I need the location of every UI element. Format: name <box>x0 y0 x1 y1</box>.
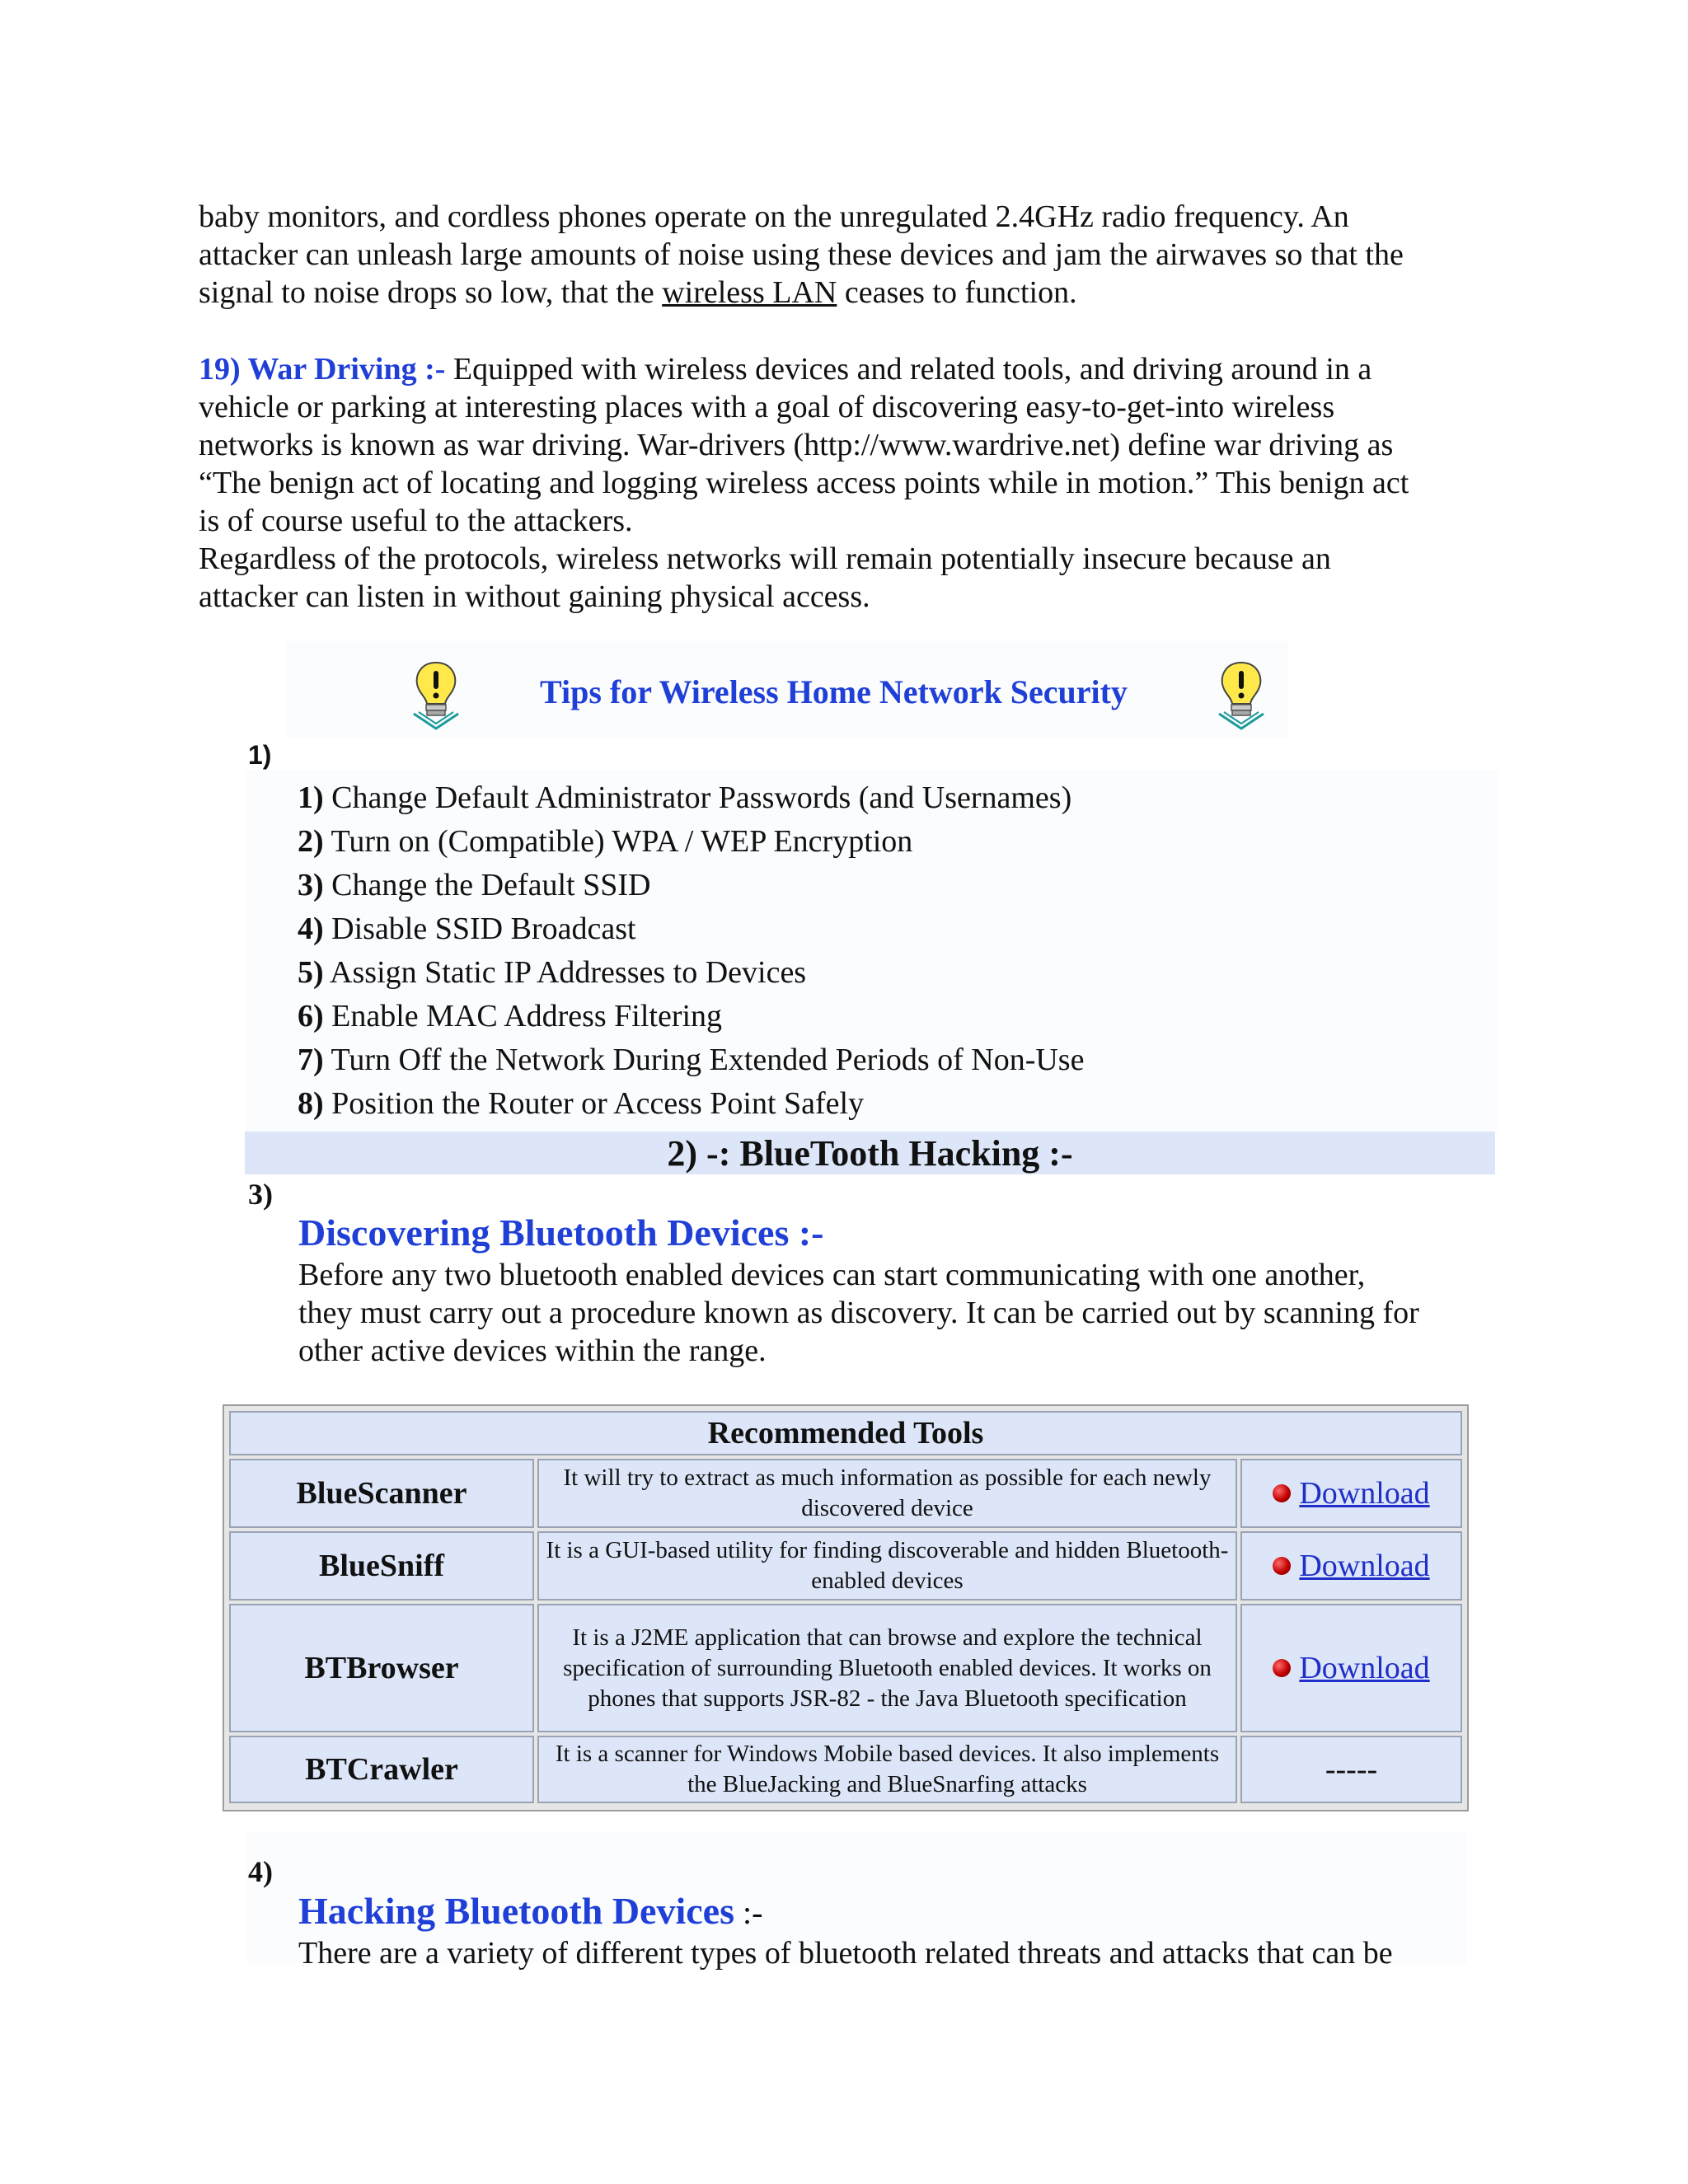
red-bullet-icon <box>1273 1484 1291 1502</box>
list-item-number: 4) <box>298 912 324 946</box>
war-driving-line-3: networks is known as war driving. War-drivers (http://www.wardrive.net) define war driving as <box>199 428 1394 462</box>
discovering-section-label: 3) <box>248 1178 273 1211</box>
tips-section-label: 1) <box>248 740 272 770</box>
tips-list <box>298 776 1084 1126</box>
war-driving-line-7: attacker can listen in without gaining physical access. <box>199 579 870 614</box>
discovering-heading: Discovering Bluetooth Devices :- <box>298 1212 824 1254</box>
intro-line-2: attacker can unleash large amounts of noise using these devices and jam the airwaves so that the <box>199 237 1404 272</box>
tool-description: It is a J2ME application that can browse and explore the technical specification of surrounding Bluetooth enabled devices. It works on phones that supports JSR-82 - the Java Bluetooth specification <box>537 1604 1237 1732</box>
list-item <box>298 864 1084 907</box>
intro-line-3-pre: signal to noise drops so low, that the <box>199 275 663 310</box>
list-item-number: 2) <box>298 824 324 859</box>
tool-name: BTBrowser <box>229 1604 534 1732</box>
intro-line-3 <box>199 274 1501 312</box>
list-item <box>298 1082 1084 1126</box>
war-driving-line-2: vehicle or parking at interesting places with a goal of discovering easy-to-get-into wireless <box>199 390 1335 424</box>
unavailable-cell: ----- <box>1240 1736 1462 1803</box>
hacking-section-label: 4) <box>248 1855 273 1888</box>
list-item-number: 8) <box>298 1086 324 1121</box>
war-driving-line-4: “The benign act of locating and logging wireless access points while in motion.” This benign act <box>199 466 1409 500</box>
tool-description: It will try to extract as much information as possible for each newly discovered device <box>537 1459 1237 1528</box>
discovering-paragraph <box>298 1256 1498 1370</box>
lightbulb-warning-icon <box>409 659 463 730</box>
hacking-heading <box>298 1889 762 1933</box>
intro-line-1: baby monitors, and cordless phones operate on the unregulated 2.4GHz radio frequency. An <box>199 199 1349 234</box>
tool-name: BTCrawler <box>229 1736 534 1803</box>
list-item-number: 5) <box>298 955 324 990</box>
download-link[interactable]: Download <box>1299 1476 1430 1511</box>
download-cell <box>1240 1459 1462 1528</box>
download-link[interactable]: Download <box>1299 1549 1430 1583</box>
list-item <box>298 776 1084 820</box>
tool-description: It is a GUI-based utility for finding discoverable and hidden Bluetooth-enabled devices <box>537 1531 1237 1601</box>
list-item <box>298 907 1084 951</box>
war-driving-text-1: Equipped with wireless devices and related tools, and driving around in a <box>445 352 1372 387</box>
list-item-text: Disable SSID Broadcast <box>323 912 636 946</box>
list-item-text: Position the Router or Access Point Safely <box>323 1086 865 1121</box>
list-item-text: Change Default Administrator Passwords (and Usernames) <box>323 780 1072 815</box>
list-item-text: Turn on (Compatible) WPA / WEP Encryption <box>323 824 913 859</box>
war-driving-paragraph <box>199 350 1501 616</box>
hacking-paragraph <box>298 1934 1498 1972</box>
intro-paragraph <box>199 198 1501 312</box>
list-item <box>298 1038 1084 1082</box>
list-item-text: Turn Off the Network During Extended Periods of Non-Use <box>323 1043 1085 1077</box>
hacking-heading-text: Hacking Bluetooth Devices <box>298 1890 734 1932</box>
list-item-number: 3) <box>298 868 324 902</box>
wireless-lan-link[interactable]: wireless LAN <box>662 275 837 310</box>
discovering-line-2: they must carry out a procedure known as discovery. It can be carried out by scanning for <box>298 1296 1419 1330</box>
list-item <box>298 820 1084 864</box>
list-item-text: Enable MAC Address Filtering <box>323 999 723 1033</box>
download-cell <box>1240 1604 1462 1732</box>
recommended-tools-table <box>223 1404 1469 1811</box>
list-item-text: Change the Default SSID <box>323 868 651 902</box>
discovering-line-3: other active devices within the range. <box>298 1333 767 1368</box>
download-cell <box>1240 1531 1462 1601</box>
list-item <box>298 995 1084 1038</box>
red-bullet-icon <box>1273 1659 1291 1677</box>
tips-title: Tips for Wireless Home Network Security <box>540 673 1128 710</box>
list-item-number: 1) <box>298 780 324 815</box>
bluetooth-hacking-banner: 2) -: BlueTooth Hacking :- <box>245 1132 1495 1174</box>
hacking-heading-tail: :- <box>734 1894 763 1931</box>
table-header: Recommended Tools <box>229 1411 1462 1455</box>
list-item-number: 6) <box>298 999 324 1033</box>
discovering-line-1: Before any two bluetooth enabled devices can start communicating with one another, <box>298 1258 1366 1292</box>
war-driving-line-5: is of course useful to the attackers. <box>199 504 633 538</box>
list-item-number: 7) <box>298 1043 324 1077</box>
red-bullet-icon <box>1273 1557 1291 1575</box>
tool-name: BlueScanner <box>229 1459 534 1528</box>
war-driving-line-1 <box>199 350 1501 388</box>
intro-line-3-post: ceases to function. <box>837 275 1077 310</box>
download-link[interactable]: Download <box>1299 1651 1430 1685</box>
hacking-line-1: There are a variety of different types of bluetooth related threats and attacks that can be <box>298 1936 1393 1971</box>
war-driving-line-6: Regardless of the protocols, wireless networks will remain potentially insecure because an <box>199 541 1331 576</box>
list-item <box>298 951 1084 995</box>
list-item-text: Assign Static IP Addresses to Devices <box>323 955 807 990</box>
war-driving-heading: 19) War Driving :- <box>199 352 446 387</box>
tool-name: BlueSniff <box>229 1531 534 1601</box>
lightbulb-warning-icon <box>1214 659 1268 730</box>
tool-description: It is a scanner for Windows Mobile based devices. It also implements the BlueJacking and BlueSnarfing attacks <box>537 1736 1237 1803</box>
